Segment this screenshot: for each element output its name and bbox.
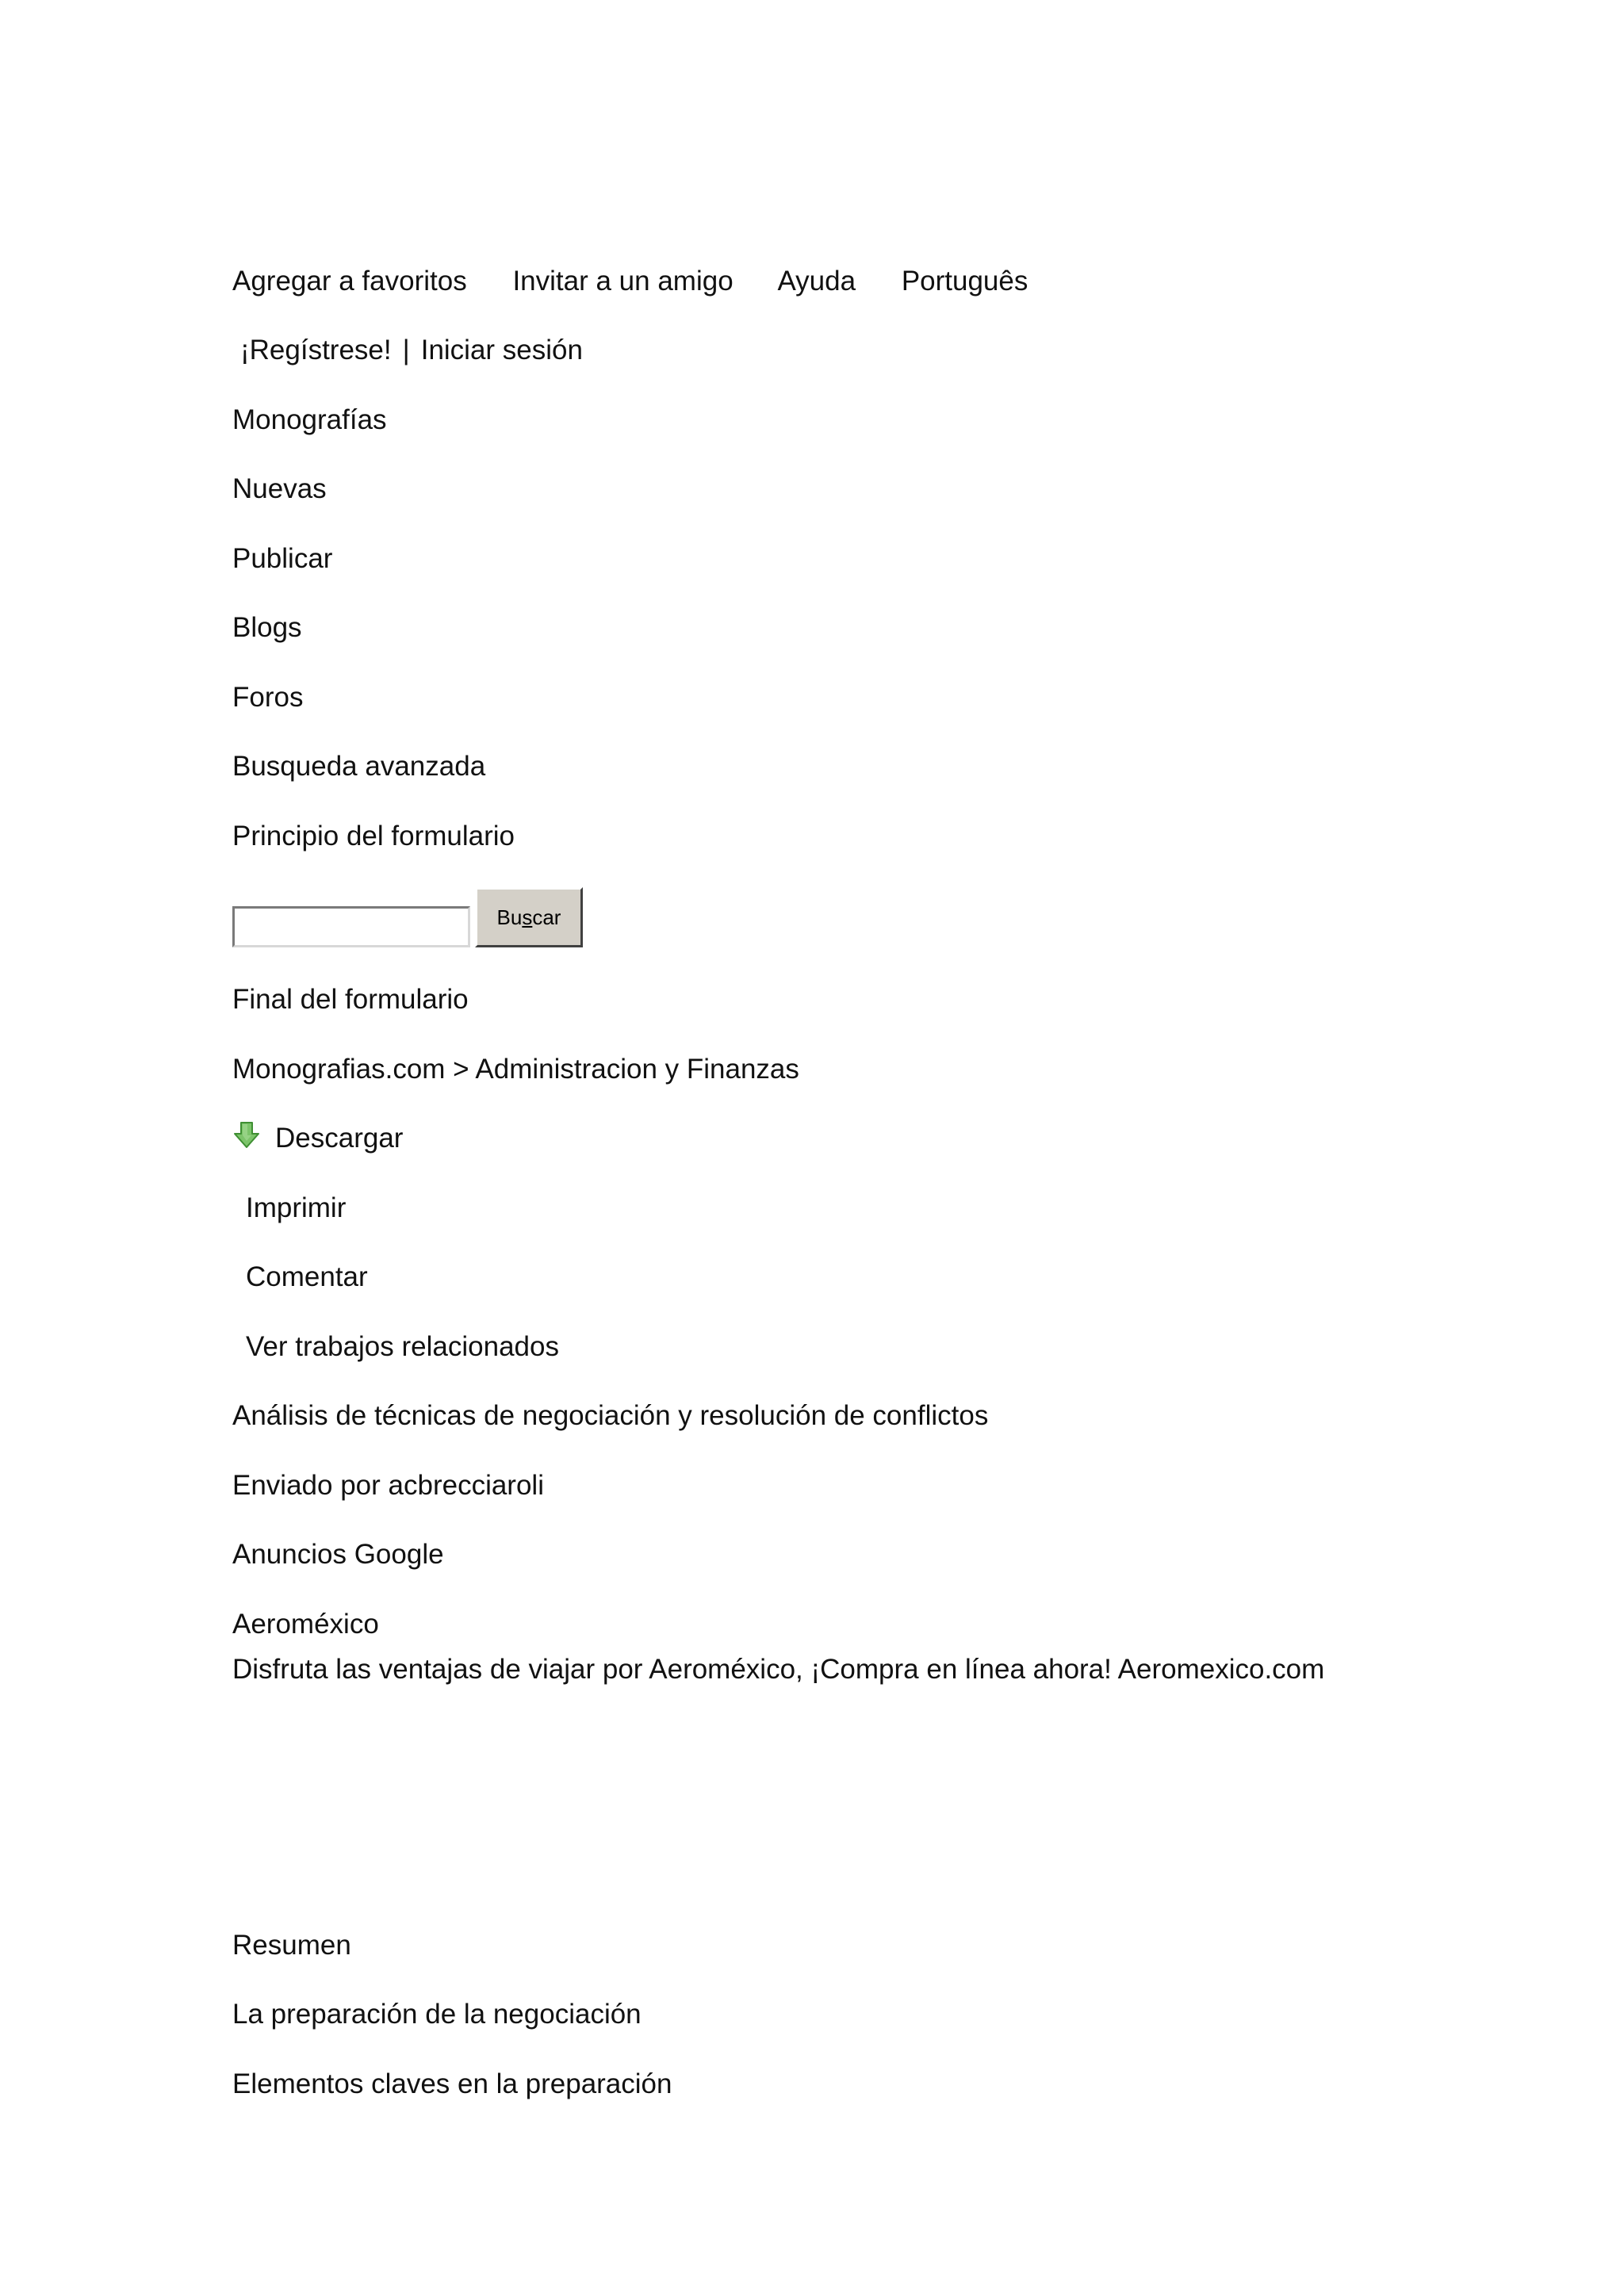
breadcrumb[interactable]: Monografias.com > Administracion y Finanzas xyxy=(232,1054,799,1085)
comment-link[interactable]: Comentar xyxy=(246,1261,368,1292)
nav-monografias[interactable]: Monografías xyxy=(232,404,387,435)
toc-item-key-elements[interactable]: Elementos claves en la preparación xyxy=(232,2068,672,2099)
add-favorites-link[interactable]: Agregar a favoritos xyxy=(232,266,467,297)
form-end-label: Final del formulario xyxy=(232,984,469,1015)
nav-advanced-search[interactable]: Busqueda avanzada xyxy=(232,751,486,782)
toc-item-preparation[interactable]: La preparación de la negociación xyxy=(232,1999,642,2030)
auth-separator: | xyxy=(402,335,410,365)
green-down-arrow-icon xyxy=(232,1121,261,1150)
search-button[interactable] xyxy=(475,887,583,947)
ads-header: Anuncios Google xyxy=(232,1539,444,1570)
register-link[interactable]: ¡Regístrese! xyxy=(240,335,392,365)
nav-blogs[interactable]: Blogs xyxy=(232,612,302,643)
print-link[interactable]: Imprimir xyxy=(246,1192,347,1223)
auth-links xyxy=(240,333,583,368)
download-link[interactable] xyxy=(232,1121,403,1156)
search-form xyxy=(232,886,583,947)
search-button-accesskey: s xyxy=(522,905,533,929)
toc-item-resumen[interactable]: Resumen xyxy=(232,1930,351,1961)
nav-foros[interactable]: Foros xyxy=(232,682,304,713)
search-input[interactable] xyxy=(232,906,470,947)
search-button-label-pre: Bu xyxy=(496,905,523,929)
author-line: Enviado por acbrecciaroli xyxy=(232,1470,544,1501)
help-link[interactable]: Ayuda xyxy=(777,266,856,297)
nav-nuevas[interactable]: Nuevas xyxy=(232,473,327,504)
search-button-label-post: car xyxy=(532,905,561,929)
ad-text: Disfruta las ventajas de viajar por Aeroméxico, ¡Compra en línea ahora! Aeromexico.com xyxy=(232,1654,1325,1685)
form-start-label: Principio del formulario xyxy=(232,821,515,851)
related-works-link[interactable]: Ver trabajos relacionados xyxy=(246,1331,559,1362)
login-link[interactable]: Iniciar sesión xyxy=(420,335,583,365)
top-links xyxy=(232,264,1028,299)
download-label: Descargar xyxy=(275,1123,404,1154)
ad-title-link[interactable]: Aeroméxico xyxy=(232,1609,379,1640)
portuguese-link[interactable]: Português xyxy=(901,266,1028,297)
nav-publicar[interactable]: Publicar xyxy=(232,543,333,574)
invite-friend-link[interactable]: Invitar a un amigo xyxy=(512,266,733,297)
article-title: Análisis de técnicas de negociación y resolución de conflictos xyxy=(232,1400,989,1431)
